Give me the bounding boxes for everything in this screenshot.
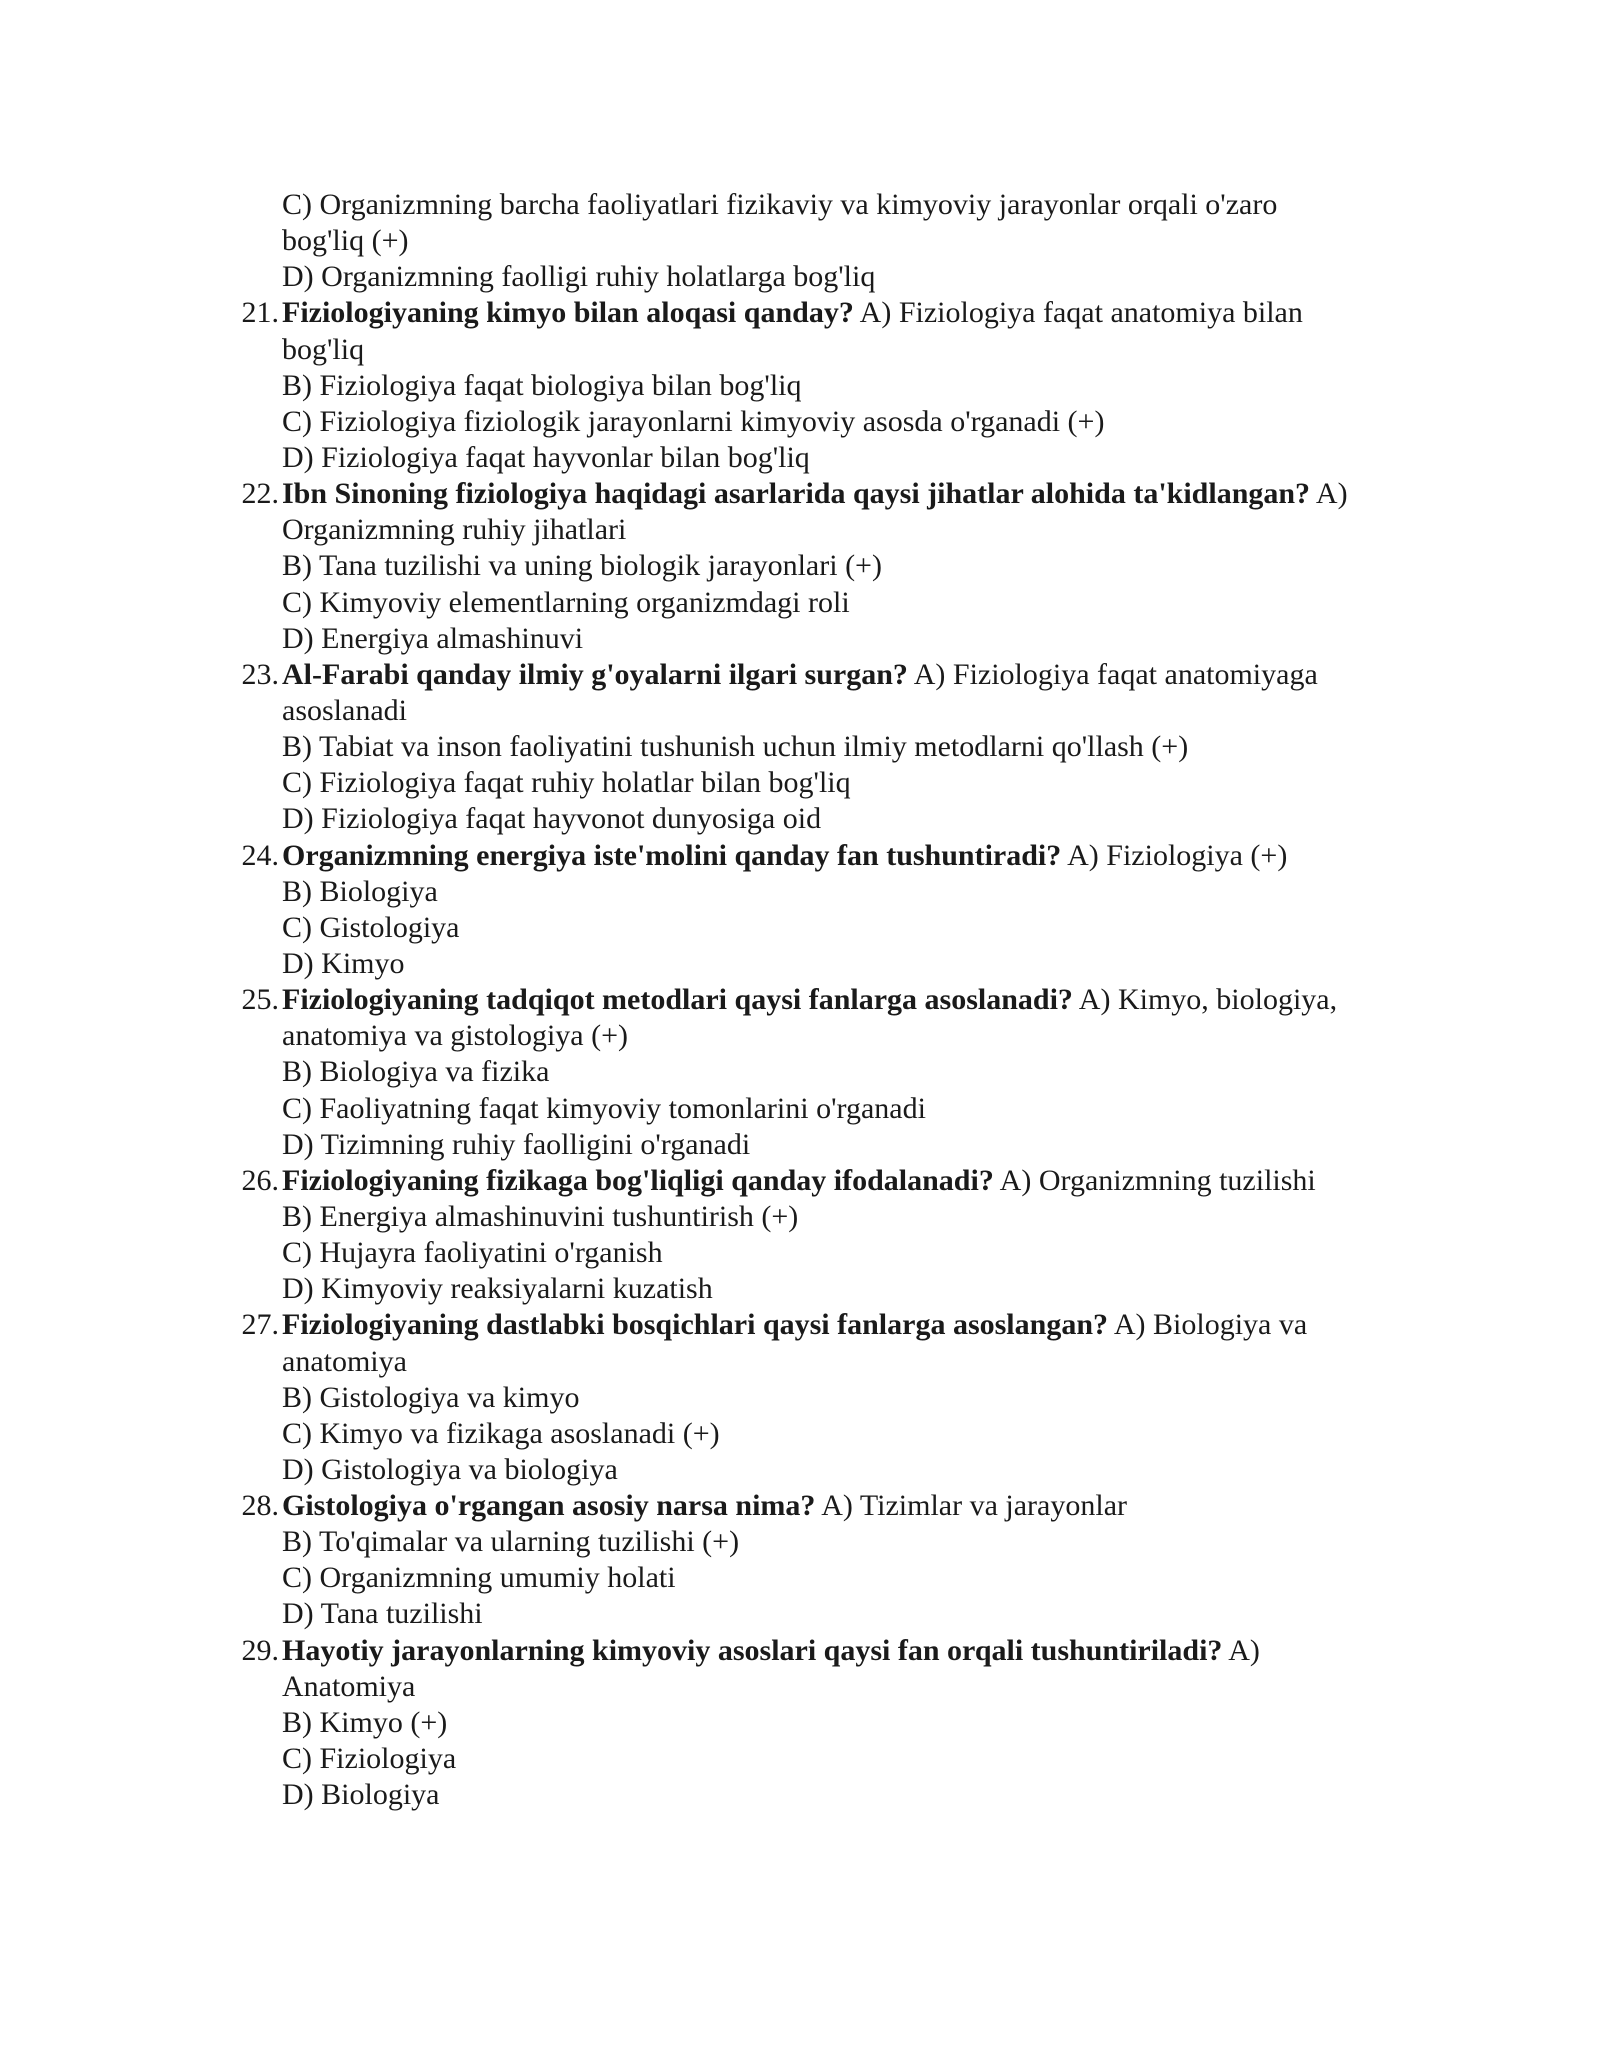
question-item [233, 982, 1413, 1163]
option-c-line2: bog'liq (+) [282, 224, 409, 258]
question-first-line [282, 982, 1413, 1018]
option-a: A) [1310, 477, 1348, 511]
question-text: Gistologiya o'rgangan asosiy narsa nima? [282, 1489, 816, 1523]
option-a: A) Fiziologiya (+) [1061, 838, 1288, 872]
answer-option: D) Gistologiya va biologiya [282, 1452, 618, 1486]
question-text: Fiziologiyaning dastlabki bosqichlari qaysi fanlarga asoslangan? [282, 1308, 1109, 1342]
question-number: 29. [241, 1633, 279, 1667]
question-text: Al-Farabi qanday ilmiy g'oyalarni ilgari surgan? [282, 657, 908, 691]
option-a: A) Biologiya va [1108, 1308, 1308, 1342]
option-a: A) Tizimlar va jarayonlar [815, 1489, 1128, 1523]
option-a-continuation: anatomiya va gistologiya (+) [282, 1019, 628, 1053]
question-list [233, 187, 1413, 1813]
question-number: 21. [241, 296, 279, 330]
option-a: A) Fiziologiya faqat anatomiyaga [907, 657, 1318, 691]
question-first-line [282, 295, 1413, 331]
question-number: 24. [241, 838, 279, 872]
answer-option: C) Faoliyatning faqat kimyoviy tomonlarini o'rganadi [282, 1091, 926, 1125]
question-item [233, 476, 1413, 657]
answer-option: B) Energiya almashinuvini tushuntirish (+) [282, 1199, 799, 1233]
question-item [233, 838, 1413, 983]
option-a: A) [1222, 1633, 1260, 1667]
question-number: 25. [241, 983, 279, 1017]
question-first-line [282, 657, 1413, 693]
answer-option: B) Biologiya va fizika [282, 1055, 550, 1089]
question-item [233, 657, 1413, 838]
option-a-continuation: asoslanadi [282, 693, 407, 727]
option-c-line1: C) Organizmning barcha faoliyatlari fizikaviy va kimyoviy jarayonlar orqali o'zaro [282, 188, 1278, 221]
question-number: 23. [241, 657, 279, 691]
answer-option: C) Kimyo va fizikaga asoslanadi (+) [282, 1416, 720, 1450]
answer-option: D) Tana tuzilishi [282, 1597, 483, 1631]
answer-option: C) Hujayra faoliyatini o'rganish [282, 1236, 663, 1270]
question-item [233, 1163, 1413, 1308]
answer-option: D) Fiziologiya faqat hayvonlar bilan bog'liq [282, 440, 810, 474]
question-item [233, 1488, 1413, 1633]
question-item [233, 1633, 1413, 1814]
question-number: 26. [241, 1163, 279, 1197]
answer-option: C) Fiziologiya [282, 1742, 457, 1776]
answer-option: D) Biologiya [282, 1778, 440, 1812]
question-first-line [282, 476, 1413, 512]
answer-option: C) Organizmning umumiy holati [282, 1561, 676, 1595]
answer-option: C) Gistologiya [282, 910, 460, 944]
question-first-line [282, 1633, 1413, 1669]
answer-option: D) Kimyo [282, 946, 405, 980]
answer-option: D) Energiya almashinuvi [282, 621, 584, 655]
question-number: 27. [241, 1308, 279, 1342]
question-item [233, 295, 1413, 476]
answer-option: D) Kimyoviy reaksiyalarni kuzatish [282, 1272, 713, 1306]
option-a: A) Organizmning tuzilishi [993, 1163, 1316, 1197]
answer-option: B) Gistologiya va kimyo [282, 1380, 580, 1414]
question-text: Organizmning energiya iste'molini qanday fan tushuntiradi? [282, 838, 1062, 872]
option-d: D) Organizmning faolligi ruhiy holatlarga bog'liq [282, 260, 876, 294]
option-a: A) Fiziologiya faqat anatomiya bilan [853, 296, 1303, 330]
answer-option: D) Fiziologiya faqat hayvonot dunyosiga oid [282, 802, 822, 836]
question-text: Ibn Sinoning fiziologiya haqidagi asarlarida qaysi jihatlar alohida ta'kidlangan? [282, 477, 1311, 511]
question-text: Fiziologiyaning tadqiqot metodlari qaysi fanlarga asoslanadi? [282, 983, 1073, 1017]
question-text: Hayotiy jarayonlarning kimyoviy asoslari qaysi fan orqali tushuntiriladi? [282, 1633, 1223, 1667]
option-a-continuation: Anatomiya [282, 1669, 416, 1703]
question-text: Fiziologiyaning fizikaga bog'liqligi qanday ifodalanadi? [282, 1163, 994, 1197]
question-first-line [282, 1307, 1413, 1343]
answer-option: D) Tizimning ruhiy faolligini o'rganadi [282, 1127, 751, 1161]
continued-question [233, 187, 1413, 295]
question-number: 22. [241, 477, 279, 511]
answer-option: B) Biologiya [282, 874, 438, 908]
answer-option: B) Tana tuzilishi va uning biologik jarayonlari (+) [282, 549, 882, 583]
answer-option: B) To'qimalar va ularning tuzilishi (+) [282, 1525, 740, 1559]
answer-option: C) Kimyoviy elementlarning organizmdagi roli [282, 585, 850, 619]
question-text: Fiziologiyaning kimyo bilan aloqasi qanday? [282, 296, 854, 330]
question-item [233, 1307, 1413, 1488]
answer-option: B) Fiziologiya faqat biologiya bilan bog'liq [282, 368, 802, 402]
question-first-line [282, 1163, 1413, 1199]
answer-option: C) Fiziologiya faqat ruhiy holatlar bilan bog'liq [282, 766, 851, 800]
option-a-continuation: Organizmning ruhiy jihatlari [282, 513, 627, 547]
option-a: A) Kimyo, biologiya, [1072, 983, 1338, 1017]
question-number: 28. [241, 1489, 279, 1523]
question-first-line [282, 838, 1413, 874]
question-first-line [282, 1488, 1413, 1524]
option-a-continuation: anatomiya [282, 1344, 407, 1378]
option-a-continuation: bog'liq [282, 332, 365, 366]
answer-option: C) Fiziologiya fiziologik jarayonlarni kimyoviy asosda o'rganadi (+) [282, 404, 1105, 438]
answer-option: B) Tabiat va inson faoliyatini tushunish uchun ilmiy metodlarni qo'llash (+) [282, 730, 1189, 764]
answer-option: B) Kimyo (+) [282, 1705, 448, 1739]
